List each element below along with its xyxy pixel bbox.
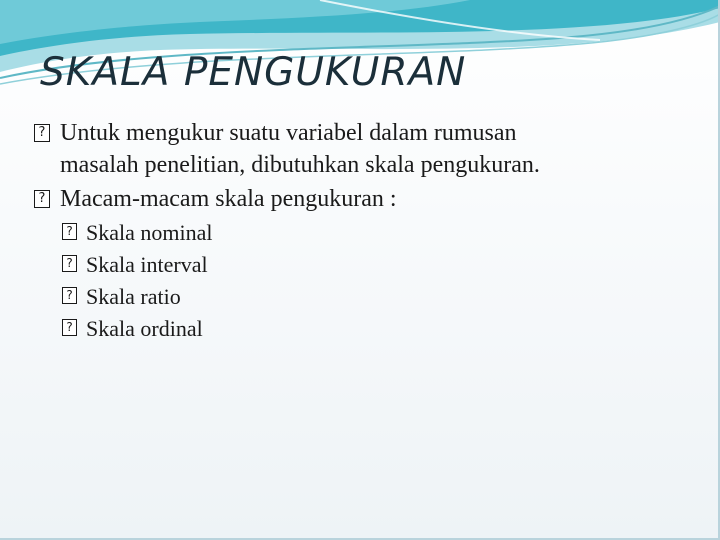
bullet-box-icon: ? — [34, 190, 50, 208]
bullet-box-icon: ? — [62, 223, 77, 240]
sub-bullet-item-1 — [34, 217, 694, 249]
bullet-box-icon: ? — [62, 255, 77, 272]
bullet-2-text: Macam-macam skala pengukuran : — [60, 186, 397, 212]
sub-bullet-1-text: Skala nominal — [86, 220, 213, 245]
bullet-1-line-1: Untuk mengukur suatu variabel dalam rumusan — [60, 120, 517, 146]
bullet-item-2 — [34, 183, 694, 215]
sub-bullet-3-text: Skala ratio — [86, 284, 181, 309]
bullet-box-icon: ? — [62, 287, 77, 304]
sub-bullet-2-text: Skala interval — [86, 252, 208, 277]
sub-bullet-4-text: Skala ordinal — [86, 316, 203, 341]
bullet-box-icon: ? — [62, 319, 77, 336]
bullet-item-1 — [34, 117, 694, 181]
sub-bullet-item-2 — [34, 249, 694, 281]
sub-bullet-item-4 — [34, 313, 694, 345]
slide-title: SKALA PENGUKURAN — [40, 50, 467, 95]
bullet-box-icon: ? — [34, 124, 50, 142]
sub-bullet-item-3 — [34, 281, 694, 313]
slide-body — [34, 117, 694, 345]
bullet-1-line-2: masalah penelitian, dibutuhkan skala pengukuran. — [60, 152, 540, 178]
